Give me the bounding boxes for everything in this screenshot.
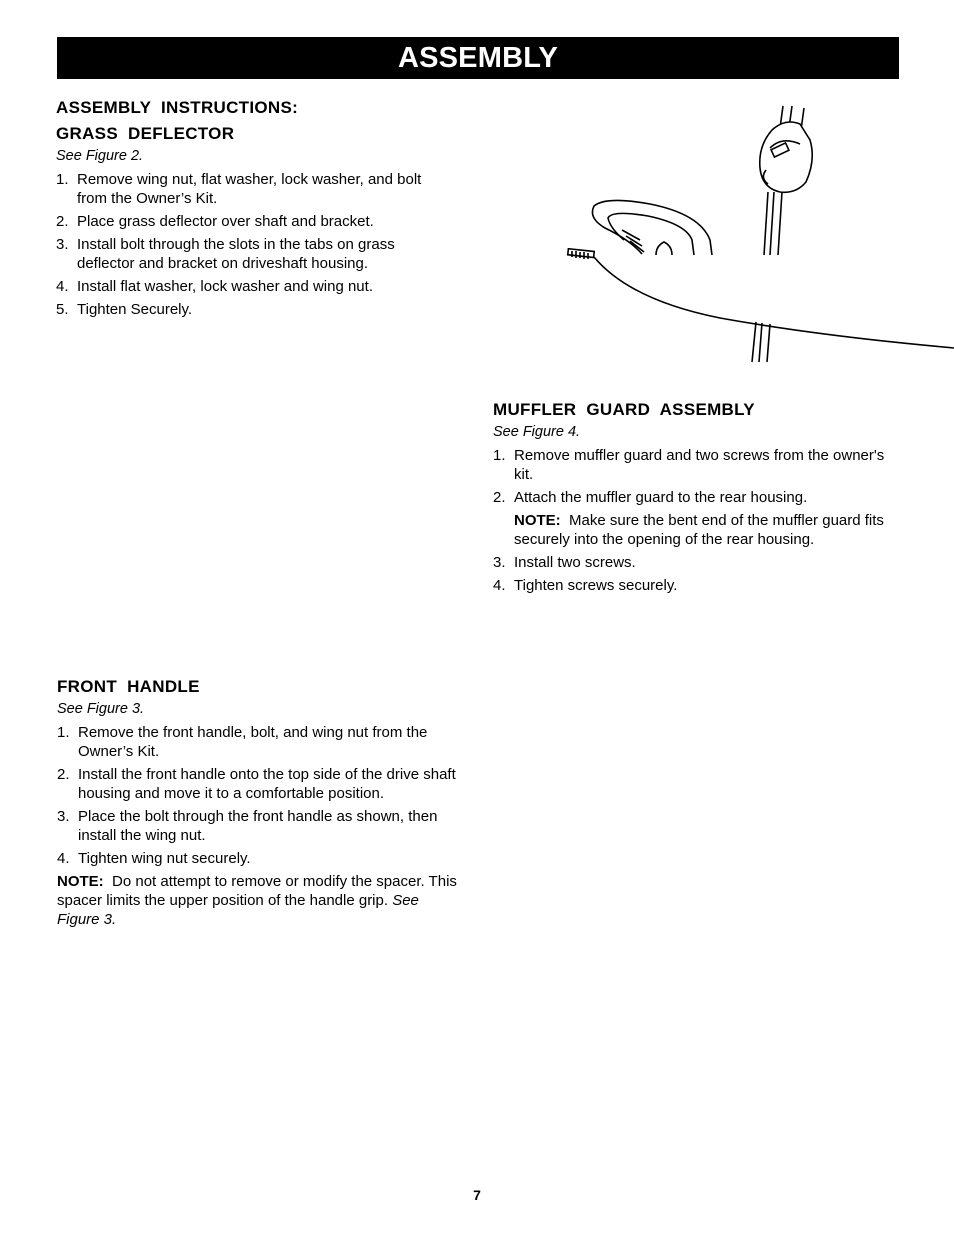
list-item: 1. Remove wing nut, flat washer, lock washer, and bolt from the Owner’s Kit. (56, 171, 422, 207)
list-item: 3. Install two screws. (493, 554, 636, 571)
grass-deflector-steps (56, 170, 451, 319)
list-item: 2. Install the front handle onto the top side of the drive shaft housing and move it to a comfortable position. (57, 766, 456, 802)
muffler-guard-steps (493, 446, 898, 507)
muffler-guard-section (493, 399, 898, 599)
front-handle-section (57, 676, 462, 929)
section-title: ASSEMBLY (397, 41, 559, 74)
figure-reference: See Figure 2. (56, 148, 144, 164)
muffler-guard-steps-continued (493, 553, 898, 595)
front-handle-steps (57, 723, 462, 868)
list-item: 4. Tighten screws securely. (493, 577, 678, 594)
trimmer-illustration (560, 100, 954, 365)
page-number: 7 (473, 1187, 481, 1203)
figure-reference: See Figure 3. (57, 701, 145, 717)
list-item: 4. Tighten wing nut securely. (57, 850, 251, 867)
grass-deflector-heading: GRASS DEFLECTOR (56, 124, 235, 143)
section-title-banner (57, 37, 899, 79)
list-item: 2. Place grass deflector over shaft and bracket. (56, 213, 374, 230)
muffler-guard-heading: MUFFLER GUARD ASSEMBLY (493, 400, 755, 419)
list-item: 2. Attach the muffler guard to the rear housing. (493, 489, 808, 506)
figure-reference: See Figure 4. (493, 424, 581, 440)
list-item: 1. Remove muffler guard and two screws from the owner's kit. (493, 447, 885, 483)
list-item: 3. Place the bolt through the front handle as shown, then install the wing nut. (57, 808, 438, 844)
list-item: 1. Remove the front handle, bolt, and wing nut from the Owner’s Kit. (57, 724, 428, 760)
list-item: 3. Install bolt through the slots in the tabs on grass deflector and bracket on driveshaft housing. (56, 236, 395, 272)
list-item: 5. Tighten Securely. (56, 301, 193, 318)
assembly-instructions-heading: ASSEMBLY INSTRUCTIONS: (56, 98, 299, 117)
grass-deflector-section (56, 97, 451, 323)
front-handle-note: NOTE: Do not attempt to remove or modify the spacer. This spacer limits the upper position of the handle grip. See Figure 3. (57, 873, 457, 928)
muffler-note: NOTE: Make sure the bent end of the muffler guard fits securely into the opening of the rear housing. (514, 512, 884, 548)
list-item: 4. Install flat washer, lock washer and wing nut. (56, 278, 373, 295)
front-handle-heading: FRONT HANDLE (57, 677, 200, 696)
